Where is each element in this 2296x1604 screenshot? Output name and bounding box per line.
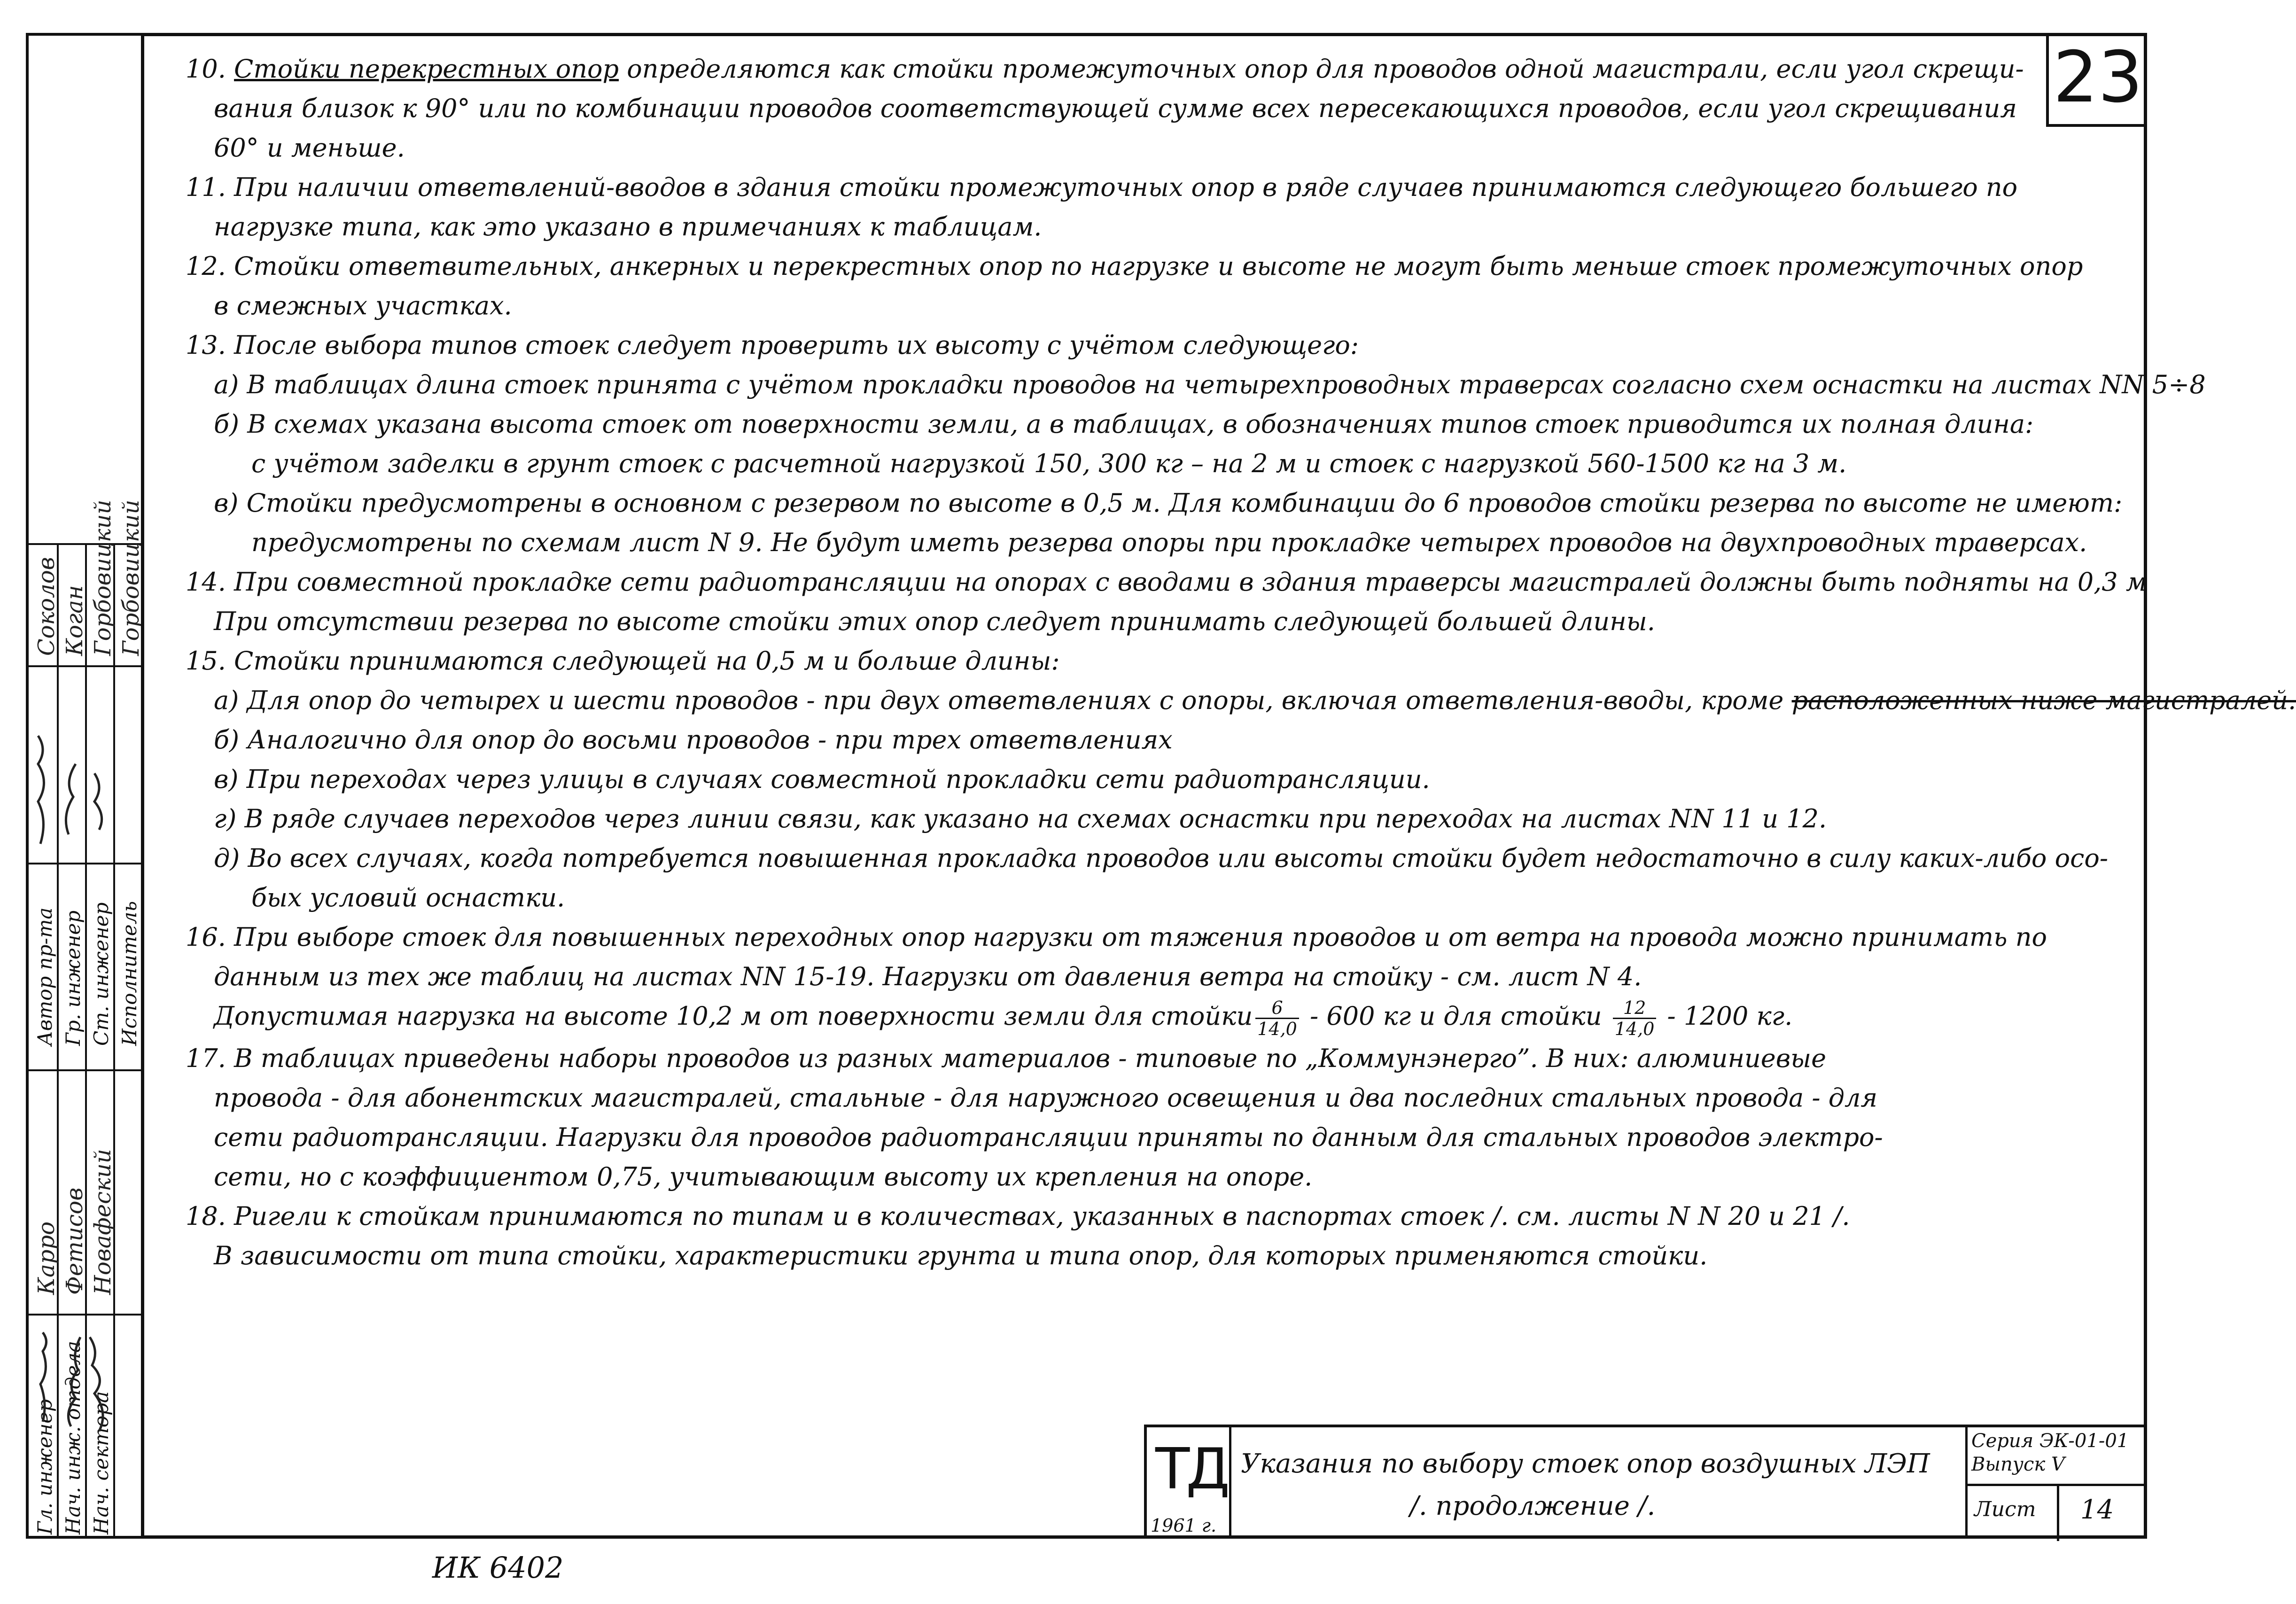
stamp-sheet-number: 14 bbox=[2080, 1495, 2114, 1525]
note-14-line-2: При отсутствии резерва по высоте стойки этих опор следует принимать следующей большей длины. bbox=[214, 607, 1655, 636]
td-logo bbox=[1147, 1427, 1231, 1539]
stamp-year: 1961 г. bbox=[1151, 1515, 1217, 1536]
note-16-line-1: 16. При выборе стоек для повышенных переходных опор нагрузки от тяжения проводов и от ветра на провода можно принимать по bbox=[186, 922, 2047, 952]
role-executor: Исполнитель bbox=[118, 901, 141, 1046]
note-13v-line-1: в) Стойки предусмотрены в основном с резервом по высоте в 0,5 м. Для комбинации до 6 проводов стойки резерва по высоте не имеют: bbox=[214, 488, 2123, 518]
role-senior-engineer: Ст. инженер bbox=[90, 902, 113, 1046]
note-16-line-3-text: Допустимая нагрузка на высоте 10,2 м от поверхности земли для стойки bbox=[214, 1001, 1253, 1031]
note-12-line-1: 12. Стойки ответвительных, анкерных и перекрестных опор по нагрузке и высоте не могут быть меньше стоек промежуточных опор bbox=[186, 251, 2083, 281]
note-13-line-1: 13. После выбора типов стоек следует проверить их высоту с учётом следующего: bbox=[186, 330, 1359, 360]
name-kogan: Коган bbox=[62, 585, 88, 656]
note-13a: а) В таблицах длина стоек принята с учётом прокладки проводов на четырехпроводных траверсах согласно схем оснастки на листах NN 5÷8 bbox=[214, 370, 2206, 399]
note-10-line-2: вания близок к 90° или по комбинации проводов соответствующей сумме всех пересекающихся проводов, если угол скрещивания bbox=[214, 93, 2017, 123]
note-11-line-1: 11. При наличии ответвлений-вводов в здания стойки промежуточных опор в ряде случаев принимаются следующего большего по bbox=[186, 172, 2018, 202]
note-11-line-2: нагрузке типа, как это указано в примечаниях к таблицам. bbox=[214, 212, 1042, 241]
fraction-2-tail: - 1200 кг. bbox=[1659, 1001, 1793, 1031]
name-novafesky: Новафеский bbox=[90, 1149, 116, 1295]
role-chief-engineer: Гл. инженер bbox=[33, 1399, 56, 1534]
note-18-line-2: В зависимости от типа стойки, характеристики грунта и типа опор, для которых применяются стойки. bbox=[214, 1240, 1708, 1270]
name-karro: Карро bbox=[33, 1221, 60, 1295]
fraction-2 bbox=[1613, 998, 1657, 1039]
note-15a bbox=[214, 681, 2296, 720]
fraction-1-tail: - 600 кг и для стойки bbox=[1301, 1001, 1610, 1031]
stamp-sheet-row bbox=[1968, 1484, 2147, 1541]
note-10-line-1: 10. Стойки перекрестных опор определяются как стойки промежуточных опор для проводов одной магистрали, если угол скрещи- bbox=[186, 54, 2024, 84]
note-15a-text: а) Для опор до четырех и шести проводов - при двух ответвлениях с опоры, включая ответвления-вводы, кроме bbox=[214, 685, 1784, 715]
td-logo-mark: ТД bbox=[1155, 1437, 1227, 1502]
note-15v: в) При переходах через улицы в случаях совместной прокладки сети радиотрансляции. bbox=[214, 764, 1430, 794]
note-10-line-3: 60° и меньше. bbox=[214, 133, 405, 163]
stamp-issue: Выпуск V bbox=[1971, 1454, 2065, 1475]
note-16-line-3 bbox=[214, 997, 2046, 1039]
note-16-line-2: данным из тех же таблиц на листах NN 15-19. Нагрузки от давления ветра на стойку - см. лист N 4. bbox=[214, 962, 1642, 991]
note-12-line-2: в смежных участках. bbox=[214, 291, 512, 320]
role-sector-head: Нач. сектора bbox=[90, 1391, 113, 1534]
note-17-line-2: провода - для абонентских магистралей, стальные - для наружного освещения и два последних стальных провода - для bbox=[214, 1082, 1878, 1113]
note-17-line-1: 17. В таблицах приведены наборы проводов из разных материалов - типовые по „Коммунэнерго”. В них: алюминиевые bbox=[186, 1043, 1827, 1073]
name-gorbovitsky-2: Горбовицкий bbox=[118, 499, 144, 656]
stamp-series: Серия ЭК-01-01 bbox=[1971, 1430, 2129, 1452]
note-13v-line-2: предусмотрены по схемам лист N 9. Не будут иметь резерва опоры при прокладке четырех проводов на двухпроводных траверсах. bbox=[251, 528, 2087, 557]
fraction-1 bbox=[1255, 998, 1299, 1039]
note-15g: г) В ряде случаев переходов через линии связи, как указано на схемах оснастки при переходах на листах NN 11 и 12. bbox=[214, 804, 1827, 833]
stamp-meta bbox=[1965, 1427, 2147, 1539]
note-17-line-4: сети, но с коэффициентом 0,75, учитывающим высоту их крепления на опоре. bbox=[214, 1161, 1313, 1191]
role-group-engineer: Гр. инженер bbox=[62, 910, 85, 1046]
fraction-1-numerator: 6 bbox=[1255, 998, 1299, 1019]
title-block bbox=[1144, 1425, 2147, 1539]
note-17-line-3: сети радиотрансляции. Нагрузки для проводов радиотрансляции приняты по данным для стальных проводов электро- bbox=[214, 1122, 1883, 1152]
fraction-2-numerator: 12 bbox=[1613, 998, 1657, 1019]
note-15b: б) Аналогично для опор до восьми проводов - при трех ответвлениях bbox=[214, 725, 1173, 755]
struck-text: расположенных ниже магистралей. bbox=[1791, 685, 2296, 715]
note-14-line-1: 14. При совместной прокладке сети радиотрансляции на опорах с вводами в здания траверсы магистралей должны быть подняты на 0,3 м bbox=[186, 567, 2147, 597]
name-gorbovitsky-1: Горбовицкий bbox=[90, 499, 116, 656]
stamp-sheet-label: Лист bbox=[1974, 1497, 2036, 1521]
fraction-2-denominator: 14,0 bbox=[1614, 1018, 1655, 1039]
note-15d-line-2: бых условий оснастки. bbox=[251, 883, 565, 912]
stamp-subtitle: /. продолжение /. bbox=[1410, 1491, 1656, 1521]
note-15-line-1: 15. Стойки принимаются следующей на 0,5 м и больше длины: bbox=[186, 646, 1060, 676]
note-13b-line-2: с учётом заделки в грунт стоек с расчетной нагрузкой 150, 300 кг – на 2 м и стоек с нагрузкой 560-1500 кг на 3 м. bbox=[251, 449, 1847, 478]
page-number: 23 bbox=[2046, 33, 2147, 127]
note-15d-line-1: д) Во всех случаях, когда потребуется повышенная прокладка проводов или высоты стойки будет недостаточно в силу каких-либо осо- bbox=[214, 843, 2109, 873]
role-project-author: Автор пр-та bbox=[33, 907, 56, 1046]
note-13b-line-1: б) В схемах указана высота стоек от поверхности земли, а в таблицах, в обозначениях типов стоек приводится их полная длина: bbox=[214, 409, 2034, 439]
signature-strip bbox=[26, 33, 144, 1539]
stamp-title: Указания по выбору стоек опор воздушных ЛЭП bbox=[1241, 1448, 1930, 1479]
name-sokolov: Соколов bbox=[33, 557, 60, 656]
inventory-number: ИК 6402 bbox=[432, 1550, 564, 1585]
note-10-line-1-rest: определяются как стойки промежуточных опор для проводов одной магистрали, если угол скрещи- bbox=[619, 54, 2024, 84]
fraction-1-denominator: 14,0 bbox=[1257, 1018, 1297, 1039]
name-fetisov: Фетисов bbox=[62, 1187, 88, 1295]
signatures-scribbles bbox=[29, 36, 144, 1542]
underlined-phrase: Стойки перекрестных опор bbox=[234, 54, 619, 84]
note-18-line-1: 18. Ригели к стойкам принимаются по типам и в количествах, указанных в паспортах стоек /. см. листы N N 20 и 21 /. bbox=[186, 1201, 1850, 1231]
role-dept-head: Нач. инж. отдела bbox=[62, 1340, 85, 1534]
